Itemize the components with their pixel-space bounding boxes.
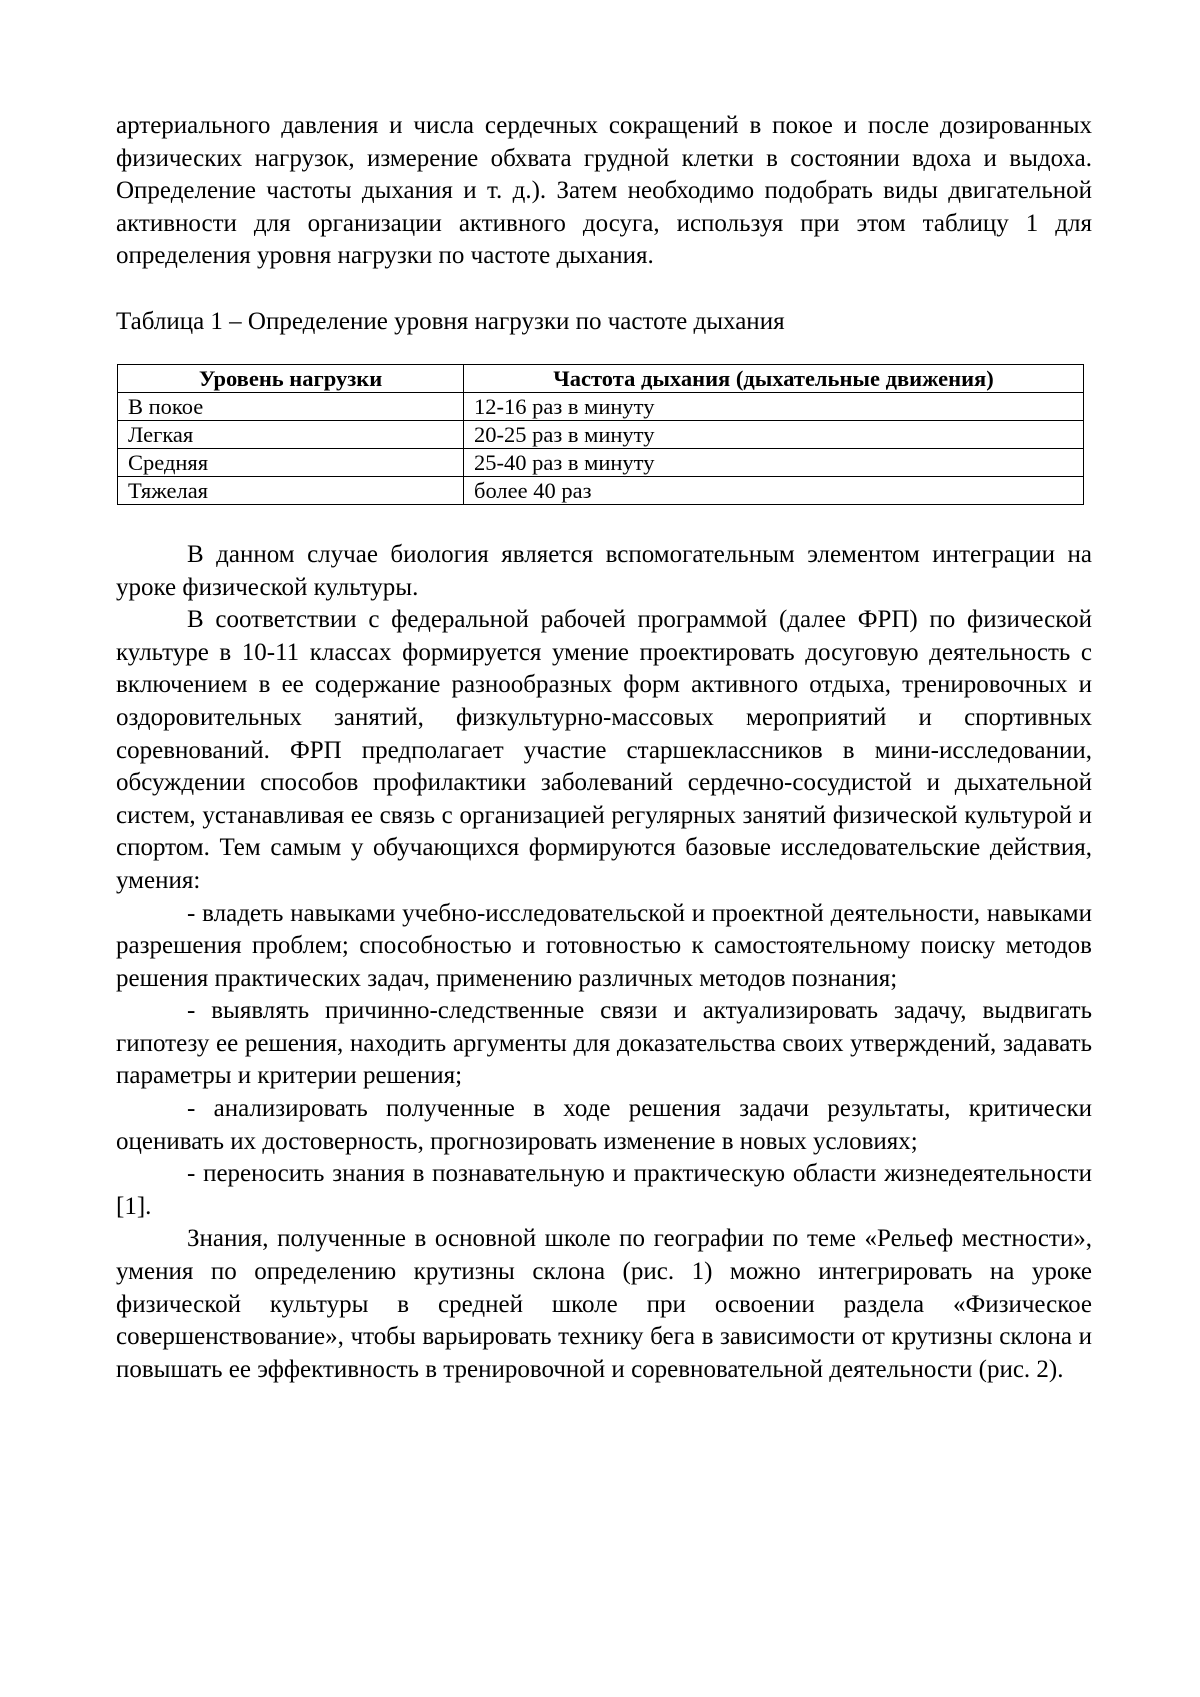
- list-item: - анализировать полученные в ходе решения задачи результаты, критически оценивать их достоверность, прогнозировать изменение в новых условиях;: [116, 1095, 1092, 1155]
- body-paragraph: Знания, полученные в основной школе по географии по теме «Рельеф местности», умения по определению крутизны склона (рис. 1) можно интегрировать на уроке физической культуры в средней школе при освоении раздела «Физическое совершенствование», чтобы варьировать технику бега в зависимости от крутизны склона и повышать ее эффективность в тренировочной и соревновательной деятельности (рис. 2).: [116, 1225, 1092, 1383]
- table-cell: 25-40 раз в минуту: [464, 448, 1084, 476]
- list-item: - переносить знания в познавательную и практическую области жизнедеятельности [1].: [116, 1160, 1092, 1220]
- table-cell: 20-25 раз в минуту: [464, 420, 1084, 448]
- list-item: - выявлять причинно-следственные связи и актуализировать задачу, выдвигать гипотезу ее решения, находить аргументы для доказательства своих утверждений, задавать параметры и критерии решения;: [116, 997, 1092, 1090]
- list-item: - владеть навыками учебно-исследовательской и проектной деятельности, навыками разрешения проблем; способностью и готовностью к самостоятельному поиску методов решения практических задач, применению различных методов познания;: [116, 899, 1092, 992]
- table-cell: Тяжелая: [118, 476, 464, 504]
- table-row: [118, 476, 1084, 504]
- table-row: [118, 448, 1084, 476]
- table-caption: Таблица 1 – Определение уровня нагрузки по частоте дыхания: [116, 307, 785, 335]
- table-cell: Средняя: [118, 448, 464, 476]
- load-level-table: [117, 364, 1084, 505]
- spacer: [116, 338, 1092, 364]
- table-header-cell: Уровень нагрузки: [118, 364, 464, 392]
- table-header-cell: Частота дыхания (дыхательные движения): [464, 364, 1084, 392]
- table-header-row: [118, 364, 1084, 392]
- table-cell: Легкая: [118, 420, 464, 448]
- body-paragraph: В соответствии с федеральной рабочей программой (далее ФРП) по физической культуре в 10-11 классах формируется умение проектировать досуговую деятельность с включением в ее содержание разнообразных форм активного отдыха, тренировочных и оздоровительных занятий, физкультурно-массовых мероприятий и спортивных соревнований. ФРП предполагает участие старшеклассников в мини-исследовании, обсуждении способов профилактики заболеваний сердечно-сосудистой и дыхательной систем, устанавливая ее связь с организацией регулярных занятий физической культурой и спортом. Тем самым у обучающихся формируются базовые исследовательские действия, умения:: [116, 606, 1092, 894]
- body-paragraph: В данном случае биология является вспомогательным элементом интеграции на уроке физической культуры.: [116, 540, 1092, 601]
- table-cell: 12-16 раз в минуту: [464, 392, 1084, 420]
- document-page: [116, 110, 1092, 1386]
- table-row: [118, 420, 1084, 448]
- intro-paragraph: артериального давления и числа сердечных сокращений в покое и после дозированных физических нагрузок, измерение обхвата грудной клетки в состоянии вдоха и выдоха. Определение частоты дыхания и т. д.). Затем необходимо подобрать виды двигательной активности для организации активного досуга, используя при этом таблицу 1 для определения уровня нагрузки по частоте дыхания.: [116, 112, 1092, 270]
- table-row: [118, 392, 1084, 420]
- table-cell: В покое: [118, 392, 464, 420]
- table-cell: более 40 раз: [464, 476, 1084, 504]
